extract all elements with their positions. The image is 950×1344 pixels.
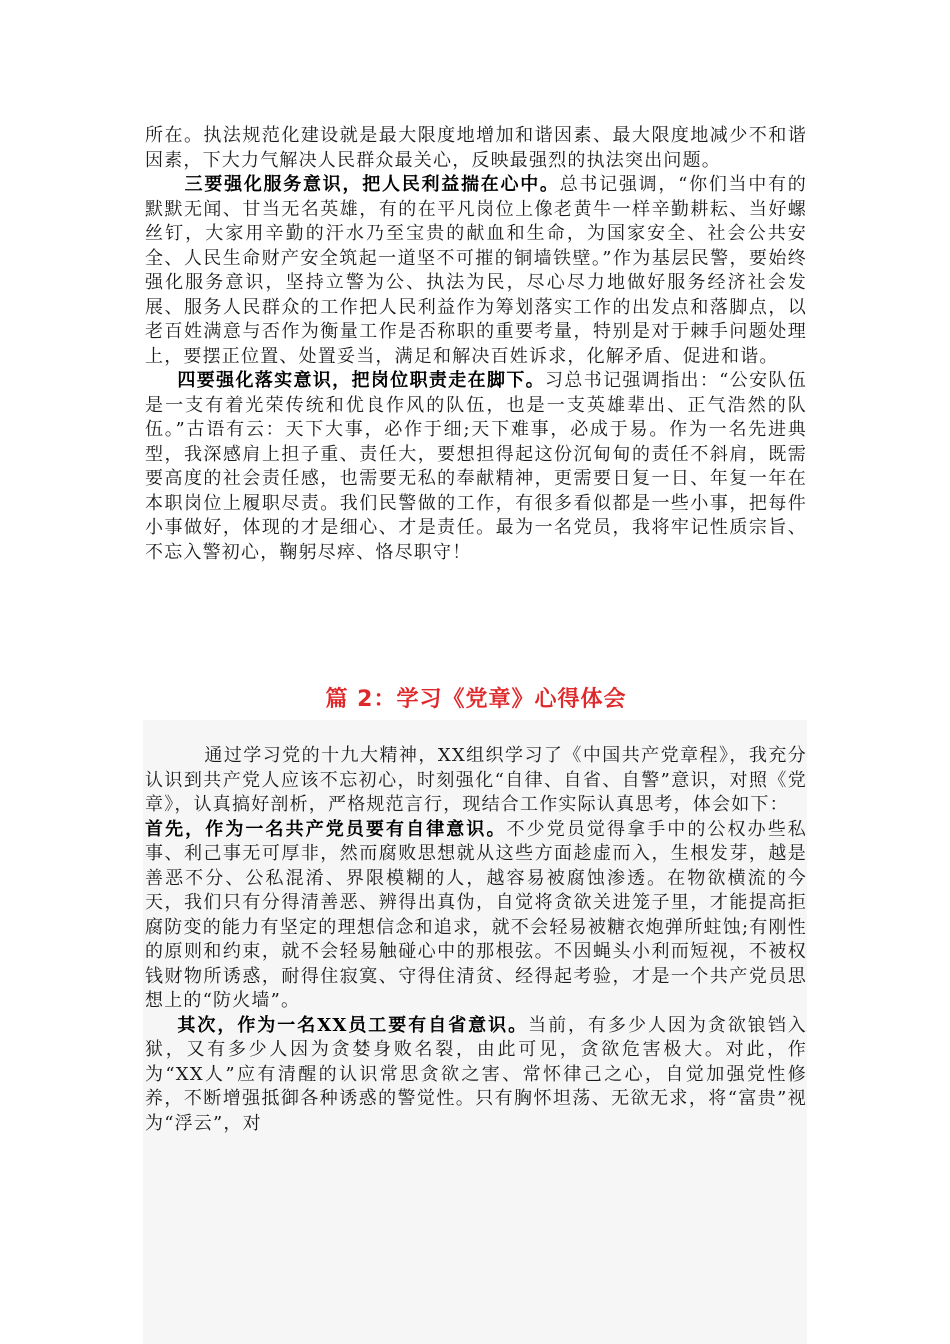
paragraph-lead-bold: 首先，作为一名共产党员要有自律意识。 — [145, 818, 507, 840]
paragraph-implementation-awareness — [145, 369, 807, 565]
paragraph-body: 不少党员觉得拿手中的公权办些私事、利己事无可厚非，然而腐败思想就从这些方面趁虚而入，生根发芽，越是善恶不分、公私混淆、界限模糊的人，越容易被腐蚀渗透。在物欲横流的今天，我们只有分得清善恶、辨得出真伪，自觉将贪欲关进笼子里，才能提高拒腐防变的能力有坚定的理想信念和追求，就不会轻易被糖衣炮弹所蛀蚀;有刚性的原则和约束，就不会轻易触碰心中的那根弦。不因蝇头小利而短视，不被权钱财物所诱惑，耐得住寂寞、守得住清贫、经得起考验，才是一个共产党员思想上的“防火墙”。 — [145, 818, 807, 1011]
section-two-text — [145, 744, 807, 1136]
paragraph-lead-bold: 其次，作为一名XX员工要有自省意识。 — [177, 1014, 529, 1036]
section-one-text — [145, 124, 807, 565]
paragraph-body: 总书记强调，“你们当中有的默默无闻、甘当无名英雄，有的在平凡岗位上像老黄牛一样辛勤耕耘、当好螺丝钉，大家用辛勤的汗水乃至宝贵的献血和生命，为国家安全、社会公共安全、人民生命财产安全筑起一道坚不可摧的铜墙铁壁。”作为基层民警，要始终强化服务意识，坚持立警为公、执法为民，尽心尽力地做好服务经济社会发展、服务人民群众的工作把人民利益作为筹划落实工作的出发点和落脚点，以老百姓满意与否作为衡量工作是否称职的重要考量，特别是对于棘手问题处理上，要摆正位置、处置妥当，满足和解决百姓诉求，化解矛盾、促进和谐。 — [145, 174, 807, 367]
paragraph-intro: 通过学习党的十九大精神，XX组织学习了《中国共产党章程》，我充分认识到共产党人应该不忘初心，时刻强化“自律、自省、自警”意识，对照《党章》，认真搞好剖析，严格规范言行，现结合工作实际认真思考，体会如下： — [145, 745, 807, 815]
paragraph-lead-bold: 三要强化服务意识，把人民利益揣在心中。 — [184, 174, 560, 195]
article-heading: 篇 2：学习《党章》心得体会 — [325, 687, 627, 712]
paragraph-continued: 所在。执法规范化建设就是最大限度地增加和谐因素、最大限度地减少不和谐因素，下大力气解决人民群众最关心，反映最强烈的执法突出问题。 — [145, 125, 807, 171]
paragraph-self-reflection — [145, 1014, 807, 1137]
paragraph-service-awareness — [145, 173, 807, 369]
paragraph-body: 习总书记强调指出：“公安队伍是一支有着光荣传统和优良作风的队伍，也是一支英雄辈出、正气浩然的队伍。”古语有云：天下大事，必作于细;天下难事，必成于易。作为一名先进典型，我深感肩上担子重、责任大，要想担得起这份沉甸甸的责任不斜肩，既需要高度的社会责任感，也需要无私的奉献精神，更需要日复一日、年复一年在本职岗位上履职尽责。我们民警做的工作，有很多看似都是一些小事，把每件小事做好，体现的才是细心、才是责任。最为一名党员，我将牢记性质宗旨、不忘入警初心，鞠躬尽瘁、恪尽职守！ — [145, 370, 807, 563]
paragraph-lead-bold: 四要强化落实意识，把岗位职责走在脚下。 — [177, 370, 546, 391]
paragraph-body: 当前，有多少人因为贪欲锒铛入狱，又有多少人因为贪婪身败名裂，由此可见，贪欲危害极大。对此，作为“XX人”应有清醒的认识常思贪欲之害、常怀律己之心，自觉加强党性修养，不断增强抵御各种诱惑的警觉性。只有胸怀坦荡、无欲无求，将“富贵”视为“浮云”，对 — [145, 1014, 807, 1134]
paragraph-self-discipline — [145, 818, 807, 1014]
